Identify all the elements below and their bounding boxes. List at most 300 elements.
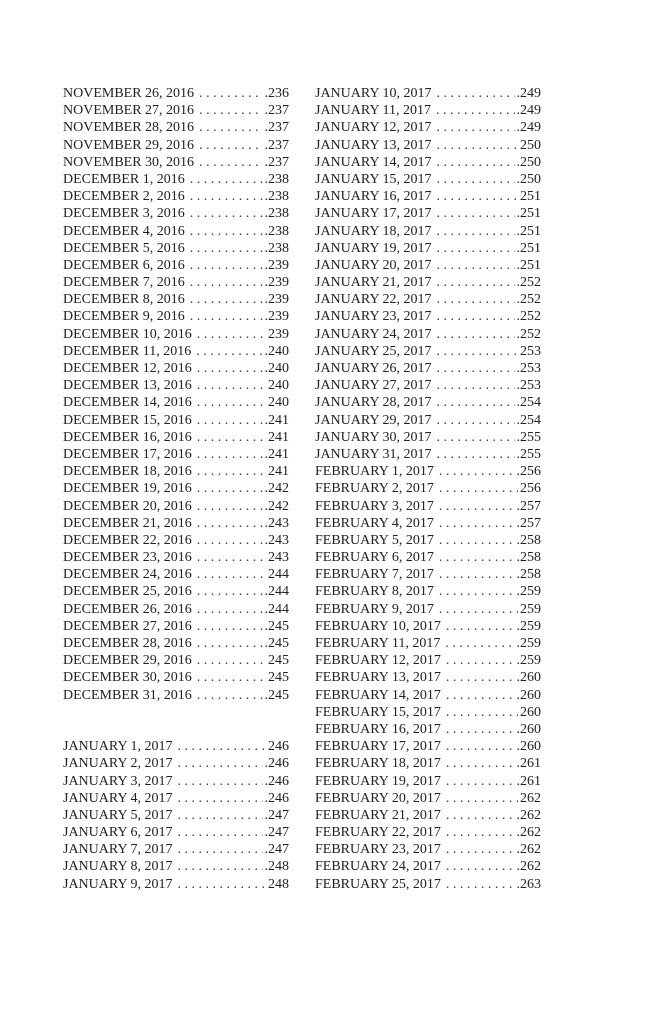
toc-entry — [63, 240, 289, 257]
entry-page-number: 253 — [520, 343, 541, 359]
entry-page-number: .251 — [516, 240, 541, 256]
entry-date-label: FEBRUARY 4, 2017 — [315, 515, 434, 531]
entry-date-label: DECEMBER 10, 2016 — [63, 326, 192, 342]
toc-entry — [63, 394, 289, 411]
dot-leader — [199, 102, 262, 119]
entry-page-number: .258 — [516, 550, 541, 566]
toc-entry — [63, 583, 289, 600]
toc-entry — [315, 343, 541, 360]
toc-entry — [315, 549, 541, 566]
toc-entry — [315, 687, 541, 704]
entry-date-label: DECEMBER 19, 2016 — [63, 481, 192, 497]
entry-date-label: DECEMBER 12, 2016 — [63, 361, 192, 376]
toc-entry — [315, 412, 541, 429]
entry-date-label: FEBRUARY 18, 2017 — [315, 756, 441, 772]
entry-page-number: 240 — [268, 395, 289, 411]
toc-entry — [315, 171, 541, 188]
entry-date-label: DECEMBER 22, 2016 — [63, 532, 192, 548]
entry-page-number: .259 — [516, 653, 541, 669]
entry-page-number: .238 — [264, 206, 289, 222]
dot-leader — [178, 841, 263, 858]
entry-date-label: FEBRUARY 13, 2017 — [315, 670, 441, 686]
dot-leader — [446, 721, 515, 738]
toc-entry — [63, 463, 289, 480]
toc-entry — [63, 171, 289, 188]
dot-leader — [190, 291, 263, 308]
entry-date-label: JANUARY 30, 2017 — [315, 429, 432, 445]
toc-entry — [63, 85, 289, 102]
toc-entry — [63, 360, 289, 377]
dot-leader — [437, 377, 515, 394]
entry-page-number: .252 — [516, 309, 541, 325]
toc-entry — [315, 223, 541, 240]
entry-date-label: JANUARY 10, 2017 — [315, 86, 432, 101]
entry-page-number: .245 — [264, 687, 289, 703]
entry-page-number: .249 — [516, 86, 541, 101]
entry-page-number: 248 — [268, 876, 289, 892]
dot-leader — [436, 102, 514, 119]
entry-date-label: DECEMBER 15, 2016 — [63, 412, 192, 428]
dot-leader — [446, 755, 515, 772]
toc-entry — [63, 669, 289, 686]
entry-page-number: .251 — [516, 257, 541, 273]
entry-date-label: DECEMBER 18, 2016 — [63, 464, 192, 480]
toc-entry — [63, 291, 289, 308]
entry-date-label: JANUARY 12, 2017 — [315, 120, 432, 136]
entry-date-label: FEBRUARY 17, 2017 — [315, 739, 441, 755]
entry-date-label: DECEMBER 4, 2016 — [63, 223, 185, 239]
dot-leader — [437, 326, 515, 343]
entry-page-number: .257 — [516, 515, 541, 531]
entry-page-number: .239 — [264, 309, 289, 325]
entry-page-number: .238 — [264, 171, 289, 187]
dot-leader — [446, 876, 515, 893]
toc-entry — [315, 532, 541, 549]
entry-page-number: .259 — [516, 618, 541, 634]
entry-date-label: FEBRUARY 20, 2017 — [315, 790, 441, 806]
entry-page-number: .246 — [264, 790, 289, 806]
dot-leader — [437, 343, 518, 360]
dot-leader — [199, 85, 262, 102]
entry-page-number: .245 — [264, 618, 289, 634]
entry-date-label: FEBRUARY 9, 2017 — [315, 601, 434, 617]
entry-page-number: .249 — [516, 120, 541, 136]
entry-date-label: JANUARY 31, 2017 — [315, 446, 432, 462]
entry-date-label: NOVEMBER 28, 2016 — [63, 120, 195, 136]
dot-leader — [446, 704, 518, 721]
toc-entry — [63, 687, 289, 704]
dot-leader — [437, 171, 515, 188]
toc-entry — [63, 119, 289, 136]
toc-entry — [315, 377, 541, 394]
entry-date-label: DECEMBER 13, 2016 — [63, 378, 192, 394]
entry-page-number: 260 — [520, 704, 541, 720]
entry-date-label: JANUARY 17, 2017 — [315, 206, 432, 222]
toc-left-column — [63, 85, 289, 893]
entry-page-number: .255 — [516, 429, 541, 445]
entry-page-number: 241 — [268, 464, 289, 480]
toc-entry — [315, 188, 541, 205]
entry-date-label: DECEMBER 6, 2016 — [63, 257, 185, 273]
entry-date-label: DECEMBER 27, 2016 — [63, 618, 192, 634]
dot-leader — [446, 790, 518, 807]
entry-date-label: NOVEMBER 30, 2016 — [63, 154, 195, 170]
dot-leader — [197, 326, 266, 343]
entry-date-label: FEBRUARY 16, 2017 — [315, 721, 441, 737]
entry-page-number: 259 — [520, 601, 541, 617]
entry-page-number: .239 — [264, 257, 289, 273]
toc-entry — [63, 412, 289, 429]
entry-page-number: .260 — [516, 739, 541, 755]
entry-page-number: 244 — [268, 567, 289, 583]
toc-entry — [315, 652, 541, 669]
toc-entry — [315, 721, 541, 738]
dot-leader — [446, 841, 515, 858]
dot-leader — [197, 618, 263, 635]
entry-date-label: DECEMBER 1, 2016 — [63, 171, 185, 187]
toc-entry — [315, 326, 541, 343]
entry-page-number: .245 — [264, 636, 289, 651]
dot-leader — [190, 240, 263, 257]
entry-date-label: JANUARY 23, 2017 — [315, 309, 432, 325]
dot-leader — [197, 669, 266, 686]
dot-leader — [446, 687, 515, 704]
toc-entry — [63, 773, 289, 790]
entry-page-number: .250 — [516, 171, 541, 187]
entry-page-number: .258 — [516, 532, 541, 548]
entry-page-number: .242 — [264, 481, 289, 497]
toc-entry — [315, 291, 541, 308]
toc-entry — [63, 549, 289, 566]
dot-leader — [446, 858, 515, 875]
entry-page-number: .252 — [516, 292, 541, 308]
entry-date-label: FEBRUARY 23, 2017 — [315, 842, 441, 858]
entry-page-number: 251 — [520, 189, 541, 205]
dot-leader — [197, 412, 263, 429]
dot-leader — [446, 618, 515, 635]
dot-leader — [437, 274, 515, 291]
toc-entry — [315, 790, 541, 807]
entry-page-number: .237 — [264, 154, 289, 170]
dot-leader — [178, 790, 263, 807]
entry-page-number: .236 — [264, 86, 289, 101]
entry-page-number: .260 — [516, 687, 541, 703]
dot-leader — [437, 223, 515, 240]
dot-leader — [197, 446, 263, 463]
toc-entry — [63, 480, 289, 497]
entry-page-number: .260 — [516, 721, 541, 737]
dot-leader — [197, 652, 266, 669]
toc-entry — [63, 308, 289, 325]
entry-page-number: 256 — [520, 481, 541, 497]
toc-entry — [63, 532, 289, 549]
toc-entry — [315, 154, 541, 171]
toc-entry — [315, 773, 541, 790]
entry-page-number: .237 — [264, 103, 289, 119]
toc-entry — [63, 326, 289, 343]
dot-leader — [437, 257, 515, 274]
entry-date-label: JANUARY 9, 2017 — [63, 876, 173, 892]
toc-entry — [315, 635, 541, 652]
dot-leader — [437, 412, 515, 429]
dot-leader — [197, 601, 263, 618]
entry-page-number: .263 — [516, 876, 541, 892]
entry-page-number: 245 — [268, 653, 289, 669]
entry-date-label: JANUARY 16, 2017 — [315, 189, 432, 205]
dot-leader — [437, 429, 515, 446]
dot-leader — [197, 498, 263, 515]
toc-entry — [63, 257, 289, 274]
entry-page-number: .247 — [264, 825, 289, 841]
dot-leader — [178, 755, 263, 772]
entry-page-number: 240 — [268, 378, 289, 394]
entry-date-label: FEBRUARY 1, 2017 — [315, 464, 434, 480]
entry-date-label: DECEMBER 26, 2016 — [63, 601, 192, 617]
entry-page-number: .249 — [516, 103, 541, 119]
entry-date-label: DECEMBER 14, 2016 — [63, 395, 192, 411]
dot-leader — [196, 343, 262, 360]
entry-date-label: JANUARY 1, 2017 — [63, 739, 173, 755]
toc-entry — [315, 738, 541, 755]
toc-entry — [315, 841, 541, 858]
entry-date-label: DECEMBER 2, 2016 — [63, 189, 185, 205]
toc-entry — [315, 566, 541, 583]
toc-entry — [63, 205, 289, 222]
entry-date-label: DECEMBER 25, 2016 — [63, 584, 192, 600]
group-spacer — [63, 704, 289, 738]
entry-page-number: .254 — [516, 412, 541, 428]
entry-date-label: JANUARY 29, 2017 — [315, 412, 432, 428]
toc-entry — [315, 240, 541, 257]
toc-entry — [315, 669, 541, 686]
dot-leader — [446, 738, 515, 755]
toc-entry — [315, 498, 541, 515]
entry-date-label: JANUARY 15, 2017 — [315, 171, 432, 187]
dot-leader — [437, 360, 515, 377]
entry-page-number: .243 — [264, 532, 289, 548]
dot-leader — [437, 188, 518, 205]
toc-entry — [315, 394, 541, 411]
entry-date-label: FEBRUARY 15, 2017 — [315, 704, 441, 720]
dot-leader — [437, 154, 515, 171]
entry-date-label: FEBRUARY 14, 2017 — [315, 687, 441, 703]
toc-entry — [315, 137, 541, 154]
entry-date-label: DECEMBER 3, 2016 — [63, 206, 185, 222]
entry-page-number: .262 — [516, 859, 541, 875]
toc-entry — [63, 188, 289, 205]
entry-date-label: JANUARY 2, 2017 — [63, 756, 173, 772]
toc-entry — [63, 601, 289, 618]
entry-date-label: FEBRUARY 5, 2017 — [315, 532, 434, 548]
dot-leader — [446, 807, 515, 824]
entry-page-number: .256 — [516, 464, 541, 480]
entry-date-label: JANUARY 8, 2017 — [63, 859, 173, 875]
entry-date-label: FEBRUARY 22, 2017 — [315, 825, 441, 841]
entry-date-label: FEBRUARY 3, 2017 — [315, 498, 434, 514]
dot-leader — [197, 566, 266, 583]
entry-date-label: DECEMBER 20, 2016 — [63, 498, 192, 514]
entry-date-label: FEBRUARY 6, 2017 — [315, 550, 434, 566]
dot-leader — [197, 429, 266, 446]
toc-entry — [63, 377, 289, 394]
toc-entry — [315, 876, 541, 893]
dot-leader — [197, 583, 263, 600]
toc-entry — [315, 308, 541, 325]
dot-leader — [437, 240, 515, 257]
toc-entry — [63, 738, 289, 755]
dot-leader — [439, 515, 515, 532]
toc-entry — [63, 807, 289, 824]
dot-leader — [190, 205, 263, 222]
dot-leader — [178, 876, 266, 893]
entry-date-label: JANUARY 7, 2017 — [63, 842, 173, 858]
entry-date-label: DECEMBER 5, 2016 — [63, 240, 185, 256]
toc-entry — [63, 137, 289, 154]
entry-page-number: .254 — [516, 395, 541, 411]
entry-date-label: JANUARY 28, 2017 — [315, 395, 432, 411]
toc-group-nov-dec — [63, 85, 289, 704]
dot-leader — [197, 635, 263, 652]
dot-leader — [197, 377, 266, 394]
toc-entry — [315, 807, 541, 824]
toc-entry — [315, 704, 541, 721]
toc-entry — [63, 154, 289, 171]
dot-leader — [199, 154, 262, 171]
entry-date-label: FEBRUARY 8, 2017 — [315, 584, 434, 600]
entry-page-number: .251 — [516, 206, 541, 222]
entry-page-number: .248 — [264, 859, 289, 875]
entry-page-number: .239 — [264, 275, 289, 291]
entry-date-label: JANUARY 14, 2017 — [315, 154, 432, 170]
toc-entry — [63, 102, 289, 119]
entry-page-number: .257 — [516, 498, 541, 514]
entry-date-label: NOVEMBER 29, 2016 — [63, 137, 195, 153]
entry-date-label: JANUARY 20, 2017 — [315, 257, 432, 273]
entry-page-number: .260 — [516, 670, 541, 686]
dot-leader — [197, 360, 263, 377]
dot-leader — [437, 205, 515, 222]
dot-leader — [437, 308, 515, 325]
entry-date-label: NOVEMBER 26, 2016 — [63, 86, 195, 101]
entry-date-label: DECEMBER 16, 2016 — [63, 429, 192, 445]
entry-page-number: .240 — [264, 343, 289, 359]
entry-page-number: 243 — [268, 550, 289, 566]
toc-entry — [315, 463, 541, 480]
dot-leader — [190, 257, 263, 274]
entry-page-number: .239 — [264, 292, 289, 308]
toc-entry — [63, 498, 289, 515]
entry-page-number: .237 — [264, 120, 289, 136]
entry-date-label: DECEMBER 28, 2016 — [63, 636, 192, 651]
entry-date-label: DECEMBER 7, 2016 — [63, 275, 185, 291]
dot-leader — [178, 824, 263, 841]
toc-entry — [63, 429, 289, 446]
entry-page-number: .258 — [516, 567, 541, 583]
toc-entry — [315, 601, 541, 618]
dot-leader — [437, 137, 518, 154]
entry-date-label: FEBRUARY 19, 2017 — [315, 773, 441, 789]
dot-leader — [190, 171, 263, 188]
dot-leader — [199, 119, 262, 136]
toc-entry — [63, 566, 289, 583]
toc-entry — [315, 583, 541, 600]
entry-page-number: .252 — [516, 326, 541, 342]
entry-page-number: 241 — [268, 429, 289, 445]
entry-page-number: .238 — [264, 240, 289, 256]
entry-date-label: JANUARY 25, 2017 — [315, 343, 432, 359]
entry-page-number: 239 — [268, 326, 289, 342]
dot-leader — [439, 549, 515, 566]
entry-page-number: 250 — [520, 137, 541, 153]
entry-date-label: DECEMBER 23, 2016 — [63, 550, 192, 566]
entry-date-label: DECEMBER 11, 2016 — [63, 343, 192, 359]
entry-page-number: 246 — [268, 739, 289, 755]
entry-date-label: FEBRUARY 24, 2017 — [315, 859, 441, 875]
entry-date-label: FEBRUARY 12, 2017 — [315, 653, 441, 669]
entry-date-label: JANUARY 3, 2017 — [63, 773, 173, 789]
entry-date-label: JANUARY 13, 2017 — [315, 137, 432, 153]
entry-date-label: JANUARY 5, 2017 — [63, 807, 173, 823]
dot-leader — [178, 738, 266, 755]
entry-page-number: .250 — [516, 154, 541, 170]
toc-entry — [315, 858, 541, 875]
entry-page-number: .259 — [516, 584, 541, 600]
entry-date-label: DECEMBER 24, 2016 — [63, 567, 192, 583]
toc-entry — [315, 274, 541, 291]
toc-entry — [63, 515, 289, 532]
dot-leader — [439, 583, 515, 600]
entry-page-number: .241 — [264, 446, 289, 462]
entry-page-number: .251 — [516, 223, 541, 239]
entry-page-number: .255 — [516, 446, 541, 462]
entry-date-label: JANUARY 22, 2017 — [315, 292, 432, 308]
entry-page-number: .262 — [516, 842, 541, 858]
toc-entry — [315, 824, 541, 841]
dot-leader — [197, 394, 266, 411]
entry-date-label: JANUARY 21, 2017 — [315, 275, 432, 291]
entry-page-number: .252 — [516, 275, 541, 291]
toc-entry — [63, 790, 289, 807]
entry-date-label: NOVEMBER 27, 2016 — [63, 103, 195, 119]
entry-date-label: JANUARY 11, 2017 — [315, 103, 432, 119]
toc-entry — [315, 429, 541, 446]
entry-page-number: 262 — [520, 790, 541, 806]
entry-page-number: 245 — [268, 670, 289, 686]
toc-entry — [315, 119, 541, 136]
entry-page-number: .259 — [516, 636, 541, 651]
toc-entry — [315, 446, 541, 463]
dot-leader — [437, 291, 515, 308]
entry-date-label: FEBRUARY 11, 2017 — [315, 636, 441, 651]
entry-date-label: JANUARY 6, 2017 — [63, 825, 173, 841]
dot-leader — [190, 308, 263, 325]
entry-page-number: .243 — [264, 515, 289, 531]
dot-leader — [439, 601, 518, 618]
dot-leader — [190, 223, 263, 240]
toc-entry — [63, 274, 289, 291]
entry-date-label: DECEMBER 29, 2016 — [63, 653, 192, 669]
toc-entry — [63, 343, 289, 360]
entry-date-label: DECEMBER 8, 2016 — [63, 292, 185, 308]
dot-leader — [190, 188, 263, 205]
toc-entry — [315, 480, 541, 497]
entry-date-label: DECEMBER 31, 2016 — [63, 687, 192, 703]
entry-page-number: .238 — [264, 223, 289, 239]
entry-date-label: JANUARY 18, 2017 — [315, 223, 432, 239]
dot-leader — [437, 394, 515, 411]
dot-leader — [439, 498, 515, 515]
toc-entry — [315, 85, 541, 102]
